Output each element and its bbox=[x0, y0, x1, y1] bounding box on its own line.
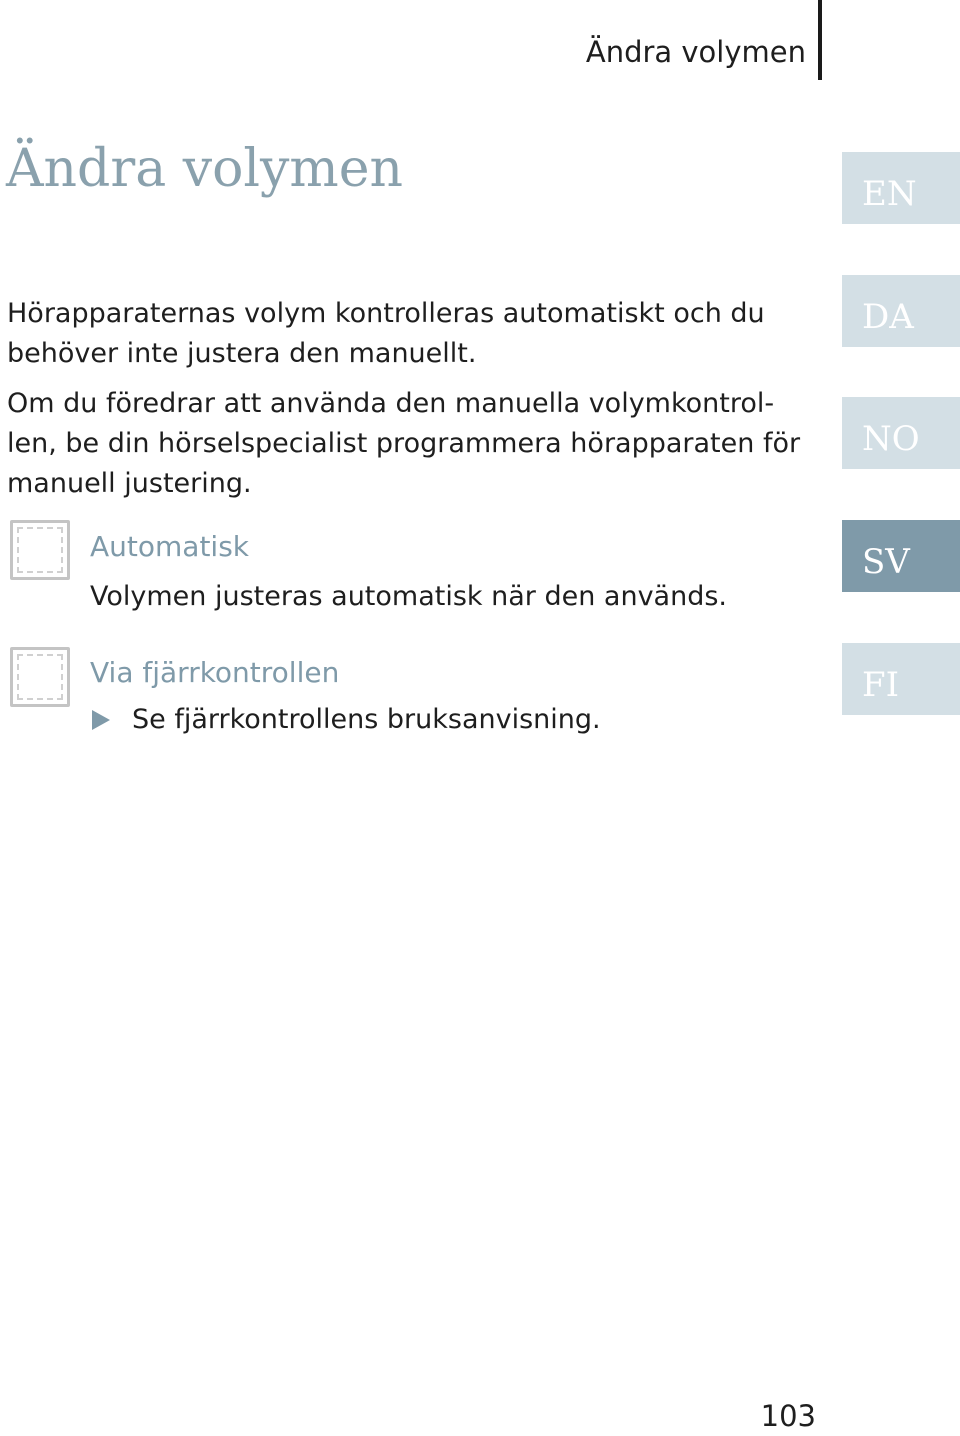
intro-paragraph-1: Hörapparaternas volym kontrolleras automatiskt och du behöver inte justera den manuellt. bbox=[7, 298, 765, 369]
page-title: Ändra volymen bbox=[6, 139, 403, 199]
language-tab-da[interactable]: DA bbox=[842, 275, 960, 347]
remote-control-placeholder-icon bbox=[10, 647, 70, 707]
language-tab-fi[interactable]: FI bbox=[842, 643, 960, 715]
option-heading-remote: Via fjärrkontrollen bbox=[90, 656, 340, 689]
bullet-item bbox=[92, 700, 601, 740]
option-text-automatic: Volymen justeras automatisk när den används. bbox=[90, 581, 728, 612]
language-tab-no[interactable]: NO bbox=[842, 397, 960, 469]
hearing-aid-placeholder-icon bbox=[10, 520, 70, 580]
running-header: Ändra volymen bbox=[585, 35, 806, 69]
intro-paragraph-2: Om du föredrar att använda den manuella volymkontrollen, be din hörselspecialist programmera hörapparaten för manuell justering. bbox=[7, 388, 801, 499]
triangle-bullet-icon bbox=[92, 710, 110, 730]
language-tab-sv[interactable]: SV bbox=[842, 520, 960, 592]
header-rule bbox=[818, 0, 822, 80]
language-tab-en[interactable]: EN bbox=[842, 152, 960, 224]
page-number: 103 bbox=[760, 1399, 816, 1433]
option-heading-automatic: Automatisk bbox=[90, 530, 250, 563]
bullet-text: Se fjärrkontrollens bruksanvisning. bbox=[132, 704, 601, 735]
